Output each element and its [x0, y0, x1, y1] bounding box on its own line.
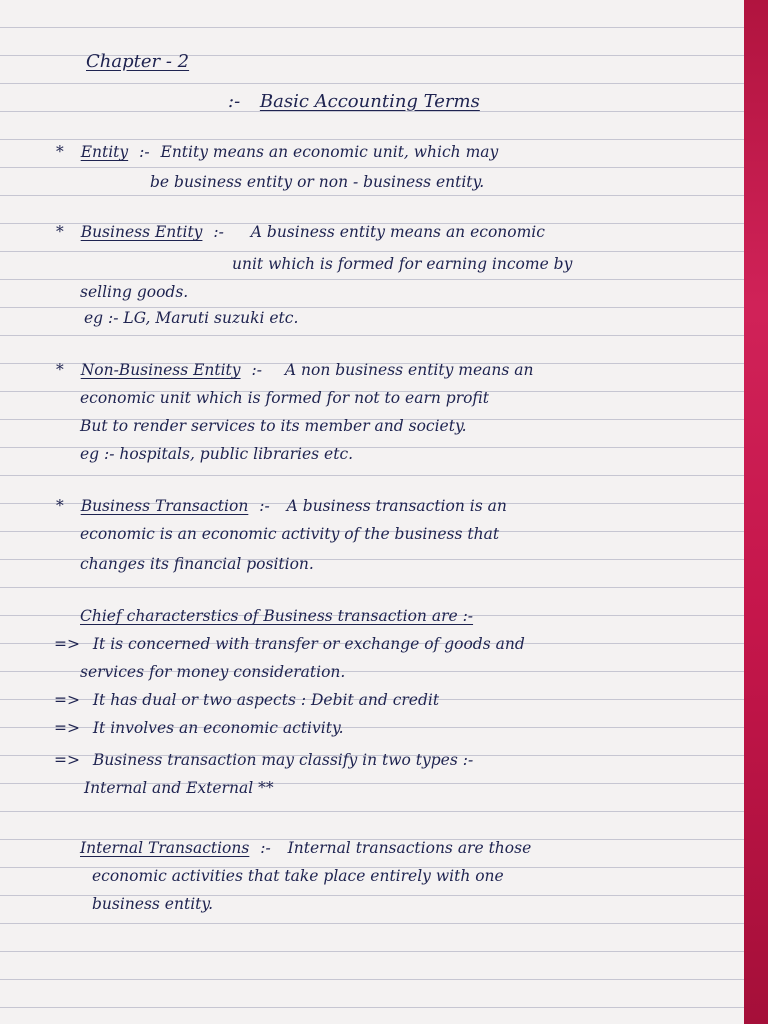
non-business-entity-example — [80, 440, 353, 468]
definition-line: But to render services to its member and society. — [80, 417, 467, 435]
page-edge-background — [744, 0, 768, 1024]
definition-line: economic unit which is formed for not to earn profit — [80, 389, 490, 407]
term-non-business-entity: Non-Business Entity — [80, 361, 241, 379]
definition-line: Entity means an economic unit, which may — [160, 143, 499, 161]
characteristic-point — [54, 746, 473, 774]
definition-line: Internal transactions are those — [287, 839, 532, 857]
non-business-entity-line-3 — [80, 412, 467, 440]
definition-line: selling goods. — [80, 283, 189, 301]
term-separator: :- — [259, 497, 270, 515]
internal-transactions-line-2 — [92, 862, 504, 890]
term-entity: Entity — [80, 143, 129, 161]
bullet: * — [56, 497, 64, 515]
business-transaction-line-1 — [56, 492, 507, 520]
term-internal-transactions: Internal Transactions — [80, 839, 250, 857]
example-line: eg :- LG, Maruti suzuki etc. — [84, 309, 299, 327]
characteristic-point-continued — [84, 774, 274, 802]
definition-line: A non business entity means an — [284, 361, 534, 379]
term-separator: :- — [260, 839, 271, 857]
definition-line: changes its financial position. — [80, 555, 314, 573]
definition-line: be business entity or non - business entity. — [150, 173, 485, 191]
point-text: It has dual or two aspects : Debit and credit — [92, 691, 440, 709]
arrow-icon: => — [54, 719, 80, 737]
business-entity-example — [84, 304, 298, 332]
entity-line-1 — [56, 138, 498, 166]
business-entity-line-2 — [232, 250, 572, 278]
point-text: It involves an economic activity. — [92, 719, 344, 737]
example-line: eg :- hospitals, public libraries etc. — [80, 445, 354, 463]
definition-line: business entity. — [92, 895, 214, 913]
definition-line: economic is an economic activity of the business that — [80, 525, 500, 543]
arrow-icon: => — [54, 751, 80, 769]
non-business-entity-line-1 — [56, 356, 534, 384]
term-separator: :- — [139, 143, 150, 161]
entity-line-2 — [150, 168, 484, 196]
characteristic-point — [54, 714, 344, 742]
business-transaction-line-3 — [80, 550, 314, 578]
page-title — [228, 88, 480, 116]
definition-line: economic activities that take place entirely with one — [92, 867, 504, 885]
term-separator: :- — [251, 361, 262, 379]
point-text: Internal and External ** — [84, 779, 274, 797]
characteristic-point — [54, 630, 525, 658]
chapter-label: Chapter - 2 — [86, 51, 190, 72]
definition-line: A business entity means an economic — [250, 223, 545, 241]
point-text: It is concerned with transfer or exchange of goods and — [92, 635, 525, 653]
bullet: * — [56, 223, 64, 241]
bullet: * — [56, 143, 64, 161]
non-business-entity-line-2 — [80, 384, 489, 412]
characteristics-title: Chief characterstics of Business transaction are :- — [80, 607, 474, 625]
arrow-icon: => — [54, 691, 80, 709]
characteristic-point-continued — [80, 658, 345, 686]
characteristic-point — [54, 686, 439, 714]
point-text: Business transaction may classify in two types :- — [92, 751, 474, 769]
characteristics-heading — [80, 602, 473, 630]
chapter-heading — [86, 48, 189, 76]
definition-line: unit which is formed for earning income by — [232, 255, 573, 273]
business-transaction-line-2 — [80, 520, 499, 548]
internal-transactions-line-3 — [92, 890, 213, 918]
business-entity-line-1 — [56, 218, 545, 246]
title-text: Basic Accounting Terms — [259, 91, 480, 112]
term-business-transaction: Business Transaction — [80, 497, 249, 515]
term-separator: :- — [213, 223, 224, 241]
bullet: * — [56, 361, 64, 379]
internal-transactions-line-1 — [80, 834, 531, 862]
term-business-entity: Business Entity — [80, 223, 203, 241]
definition-line: A business transaction is an — [286, 497, 507, 515]
arrow-icon: => — [54, 635, 80, 653]
point-text: services for money consideration. — [80, 663, 346, 681]
business-entity-line-3 — [80, 278, 188, 306]
title-prefix: :- — [228, 91, 241, 112]
